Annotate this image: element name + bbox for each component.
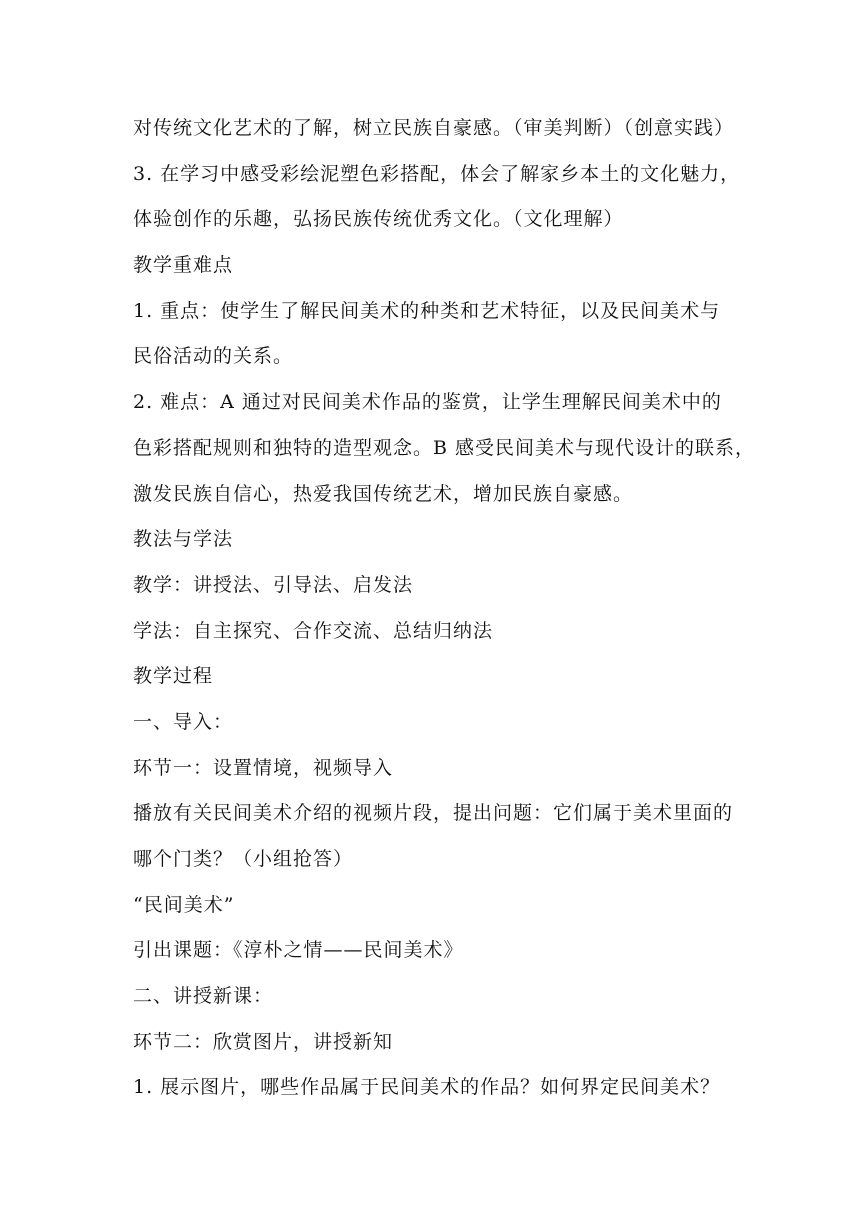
text-line: 对传统文化艺术的了解，树立民族自豪感。（审美判断）（创意实践） (133, 117, 735, 139)
text-line: “民间美术” (133, 893, 235, 916)
subsection-heading: 一、导入： (133, 710, 234, 733)
subsection-heading: 二、讲授新课： (133, 985, 274, 1008)
text-line: 哪个门类？（小组抢答） (133, 848, 354, 870)
text-line: 激发民族自信心，热爱我国传统艺术，增加民族自豪感。 (133, 482, 634, 505)
text-line: 引出课题：《淳朴之情——民间美术》 (133, 939, 464, 962)
section-heading: 教学过程 (133, 665, 214, 688)
section-heading: 教学重难点 (133, 254, 234, 277)
text-line: 民俗活动的关系。 (133, 345, 294, 368)
text-line: 3. 在学习中感受彩绘泥塑色彩搭配，体会了解家乡本土的文化魅力， (133, 162, 741, 185)
text-line: 1. 重点：使学生了解民间美术的种类和艺术特征，以及民间美术与 (133, 299, 721, 322)
text-line: 环节一：设置情境，视频导入 (133, 756, 394, 779)
text-line: 播放有关民间美术介绍的视频片段，提出问题：它们属于美术里面的 (133, 802, 734, 825)
section-heading: 教法与学法 (133, 528, 234, 551)
text-line: 体验创作的乐趣，弘扬民族传统优秀文化。（文化理解） (133, 208, 624, 231)
text-line: 2. 难点：A 通过对民间美术作品的鉴赏，让学生理解民间美术中的 (133, 391, 722, 414)
text-line: 环节二：欣赏图片，讲授新知 (133, 1030, 394, 1053)
document-body (133, 106, 756, 1111)
text-line: 1. 展示图片，哪些作品属于民间美术的作品？如何界定民间美术？ (133, 1076, 721, 1099)
text-line: 色彩搭配规则和独特的造型观念。B 感受民间美术与现代设计的联系， (133, 436, 756, 459)
text-line: 教学：讲授法、引导法、启发法 (133, 573, 414, 596)
text-line: 学法：自主探究、合作交流、总结归纳法 (133, 619, 494, 642)
